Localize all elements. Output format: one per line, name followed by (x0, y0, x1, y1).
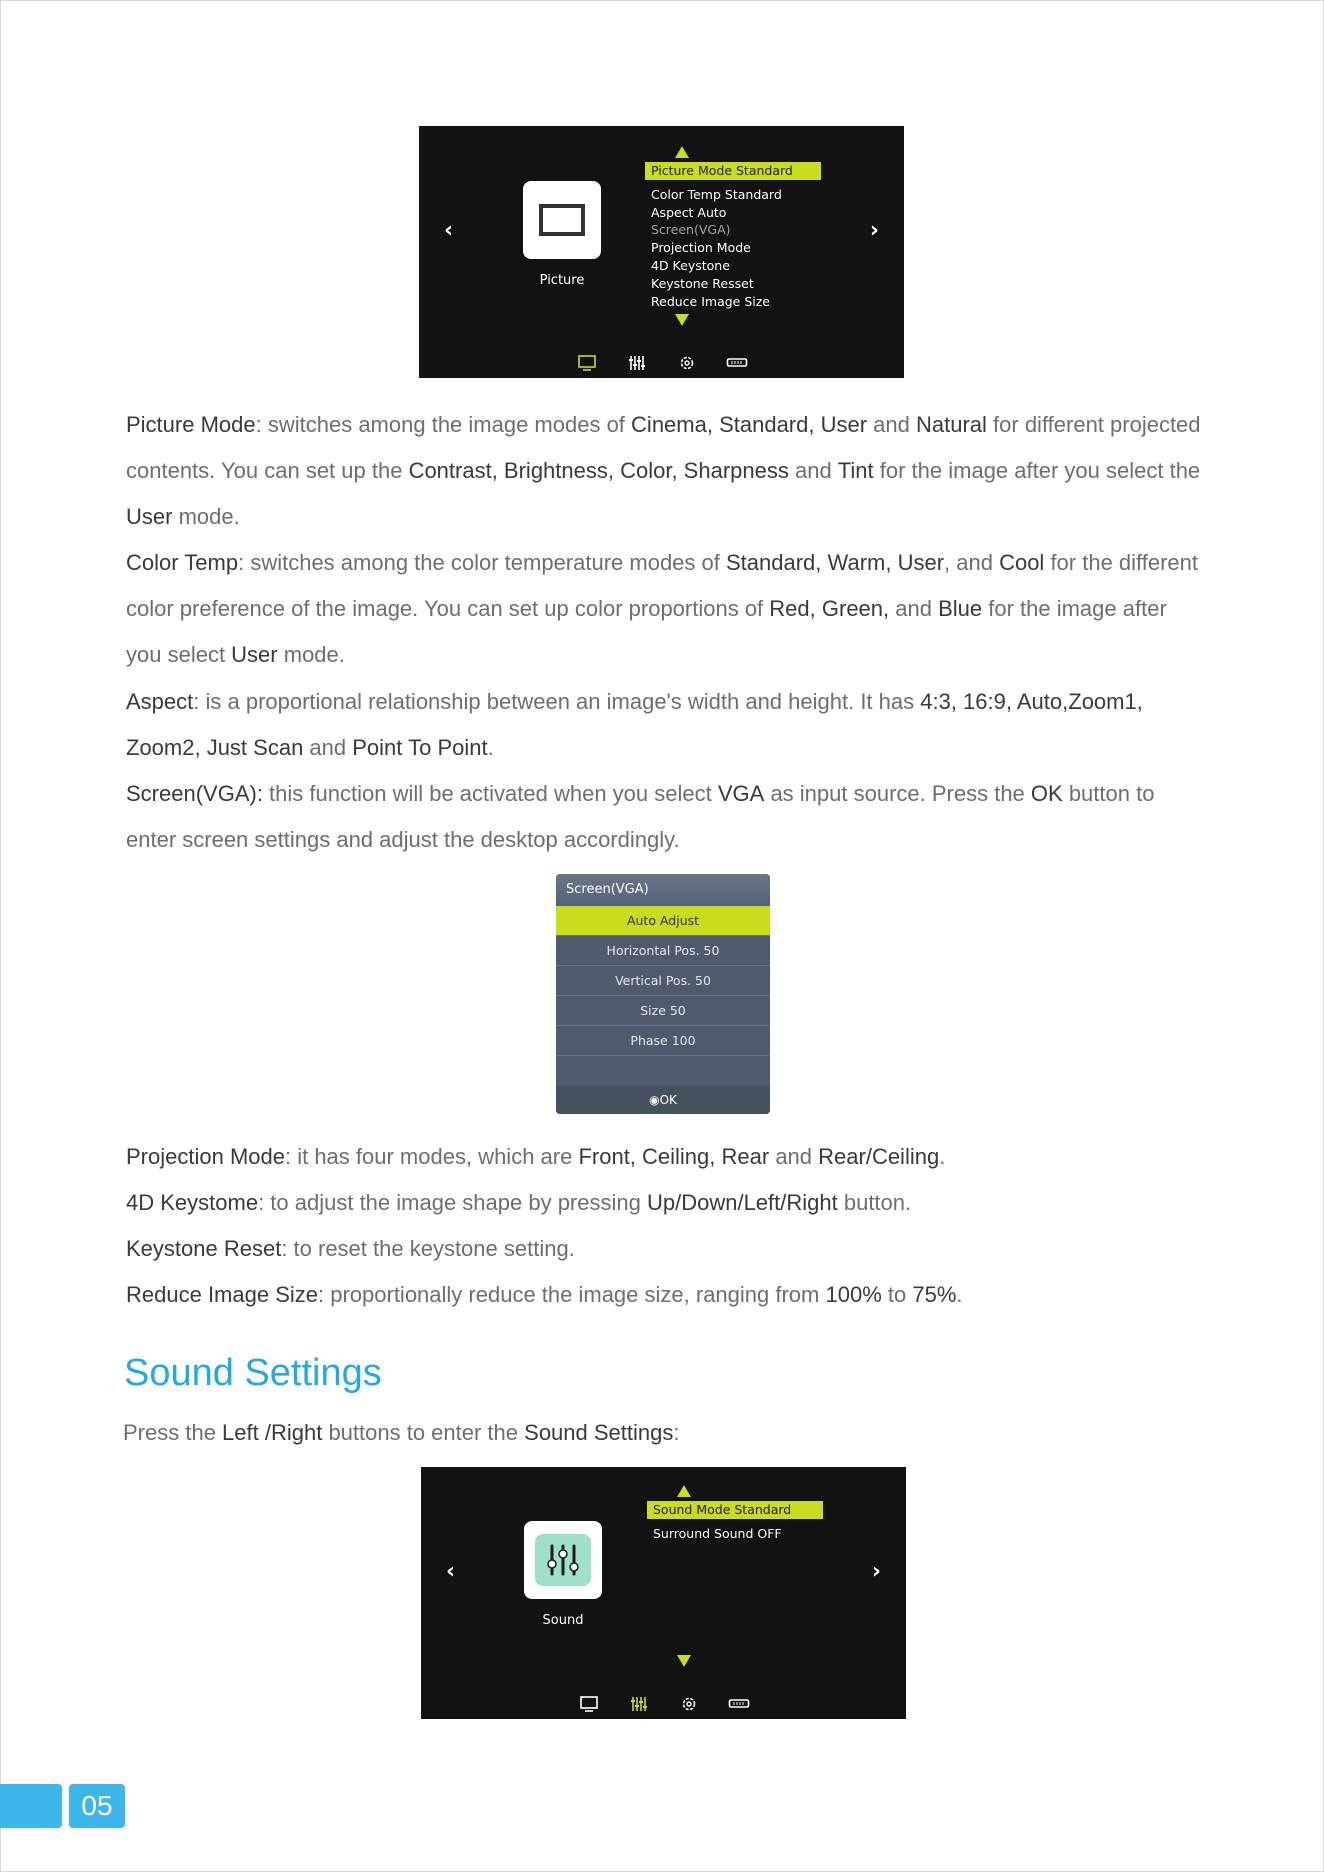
text: . (939, 1144, 946, 1169)
keyword: Standard, Warm, User (726, 550, 945, 575)
term-projection-mode: Projection Mode (126, 1144, 285, 1169)
keyword: , (808, 412, 821, 437)
keyword: Red, Green, (769, 596, 890, 621)
text: : to adjust the image shape by pressing (258, 1190, 647, 1215)
text: and (867, 412, 916, 437)
keyword: Up/Down/Left/Right (646, 1190, 838, 1215)
text: : to reset the keystone setting. (281, 1236, 575, 1261)
menu-item-keystone-reset[interactable]: Keystone Resset (651, 275, 754, 291)
menu-item-picture-mode[interactable]: Picture Mode Standard (645, 162, 821, 180)
text: and (303, 735, 353, 760)
vga-row-size[interactable]: Size 50 (556, 996, 770, 1026)
text: : switches among the image modes of (255, 412, 632, 437)
keyword: User (820, 412, 868, 437)
text: and (788, 458, 838, 483)
menu-item-color-temp[interactable]: Color Temp Standard (651, 186, 782, 202)
text: : (673, 1420, 680, 1445)
term-picture-mode: Picture Mode (126, 412, 256, 437)
paragraph-screen-vga (126, 771, 1206, 863)
sliders-icon[interactable] (625, 352, 649, 374)
paragraph-projection-mode (126, 1134, 1206, 1180)
menu-item-screen-vga[interactable]: Screen(VGA) (651, 222, 731, 238)
vga-row-phase[interactable]: Phase 100 (556, 1026, 770, 1056)
picture-menu-list (645, 162, 821, 310)
chevron-left-icon[interactable]: ‹ (446, 1559, 456, 1584)
text: buttons to enter the (322, 1420, 525, 1445)
menu-item-surround-sound[interactable]: Surround Sound OFF (653, 1525, 782, 1541)
text: this function will be activated when you select (262, 781, 718, 806)
term-color-temp: Color Temp (126, 550, 239, 575)
menu-item-projection-mode[interactable]: Projection Mode (651, 240, 751, 256)
vga-row-vertical-pos[interactable]: Vertical Pos. 50 (556, 966, 770, 996)
scroll-down-icon[interactable] (675, 314, 689, 326)
text: Press the (123, 1420, 223, 1445)
paragraph-picture-mode (126, 402, 1206, 540)
paragraph-keystone-reset (126, 1226, 1206, 1272)
vga-row-auto-adjust[interactable]: Auto Adjust (556, 906, 770, 936)
menu-item-aspect[interactable]: Aspect Auto (651, 204, 727, 220)
text: mode. (277, 642, 345, 667)
term-4d-keystone: 4D Keystome (126, 1190, 259, 1215)
text: . (487, 735, 494, 760)
osd-bottom-icons (419, 352, 904, 374)
vga-dialog-title: Screen(VGA) (556, 874, 770, 906)
keyword: Front, Ceiling, Rear (578, 1144, 770, 1169)
keyword: Cinema, Standard (631, 412, 809, 437)
text: for the image after you select (126, 596, 1167, 667)
text: for the different color preference of the image. You can set up color proportions of (126, 550, 1199, 621)
page-number: 05 (69, 1784, 125, 1828)
keyword: Tint (837, 458, 874, 483)
paragraph-4d-keystone (126, 1180, 1206, 1226)
monitor-icon[interactable] (575, 352, 599, 374)
paragraph-color-temp (126, 540, 1206, 678)
text: : is a proportional relationship between an image's width and height. It has (193, 689, 921, 714)
sound-osd-screenshot (421, 1467, 906, 1719)
gear-icon[interactable] (675, 352, 699, 374)
keyword: Rear/Ceiling (818, 1144, 940, 1169)
keyword: Sound Settings (524, 1420, 674, 1445)
input-port-icon[interactable] (725, 352, 749, 374)
screen-vga-dialog (556, 874, 770, 1114)
keyword: VGA (717, 781, 765, 806)
page-number-bar (0, 1784, 62, 1828)
keyword: Natural (916, 412, 987, 437)
keyword: OK (1030, 781, 1063, 806)
keyword: 75% (912, 1282, 957, 1307)
text: button to enter screen settings and adjust the desktop accordingly. (126, 781, 1155, 852)
keyword: Left /Right (222, 1420, 323, 1445)
vga-ok-label: OK (659, 1093, 677, 1107)
text: for the image after you select the (873, 458, 1201, 483)
scroll-up-icon[interactable] (677, 1485, 691, 1497)
term-keystone-reset: Keystone Reset (126, 1236, 282, 1261)
text: , and (944, 550, 1000, 575)
paragraph-aspect (126, 679, 1206, 771)
term-reduce-image-size: Reduce Image Size (126, 1282, 318, 1307)
keyword: Blue (938, 596, 983, 621)
gear-icon[interactable] (677, 1693, 701, 1715)
scroll-up-icon[interactable] (675, 146, 689, 158)
chevron-left-icon[interactable]: ‹ (444, 218, 454, 243)
text: : proportionally reduce the image size, ranging from (318, 1282, 826, 1307)
scroll-down-icon[interactable] (677, 1655, 691, 1667)
keyword: 4:3, 16:9, Auto,Zoom1, Zoom2, Just Scan (126, 689, 1143, 760)
paragraph-sound-intro (123, 1410, 1203, 1456)
text: and (889, 596, 939, 621)
osd-bottom-icons (421, 1693, 906, 1715)
sound-menu-list (647, 1501, 823, 1543)
text: : switches among the color temperature modes of (238, 550, 726, 575)
keyword: User (126, 504, 173, 529)
chevron-right-icon[interactable]: › (869, 218, 879, 243)
text: button. (837, 1190, 912, 1215)
sliders-icon[interactable] (627, 1693, 651, 1715)
equalizer-icon (535, 1534, 591, 1586)
picture-osd-screenshot (419, 126, 904, 378)
term-screen-vga: Screen(VGA): (126, 781, 263, 806)
keyword: User (231, 642, 278, 667)
picture-tile[interactable] (523, 181, 601, 259)
menu-item-reduce-image-size[interactable]: Reduce Image Size (651, 293, 770, 309)
keyword: Point To Point (352, 735, 488, 760)
text: . (956, 1282, 963, 1307)
chevron-right-icon[interactable]: › (871, 1559, 881, 1584)
text: mode. (172, 504, 240, 529)
ok-radio-icon: ◉ (649, 1093, 660, 1107)
vga-row-horizontal-pos[interactable]: Horizontal Pos. 50 (556, 936, 770, 966)
picture-frame-icon (538, 203, 586, 237)
text: to (881, 1282, 913, 1307)
text: : it has four modes, which are (284, 1144, 579, 1169)
keyword: Cool (999, 550, 1045, 575)
section-heading-sound-settings: Sound Settings (124, 1352, 382, 1394)
sound-tile[interactable] (524, 1521, 602, 1599)
paragraph-reduce-image-size (126, 1272, 1206, 1318)
keyword: 100% (825, 1282, 882, 1307)
menu-item-4d-keystone[interactable]: 4D Keystone (651, 257, 730, 273)
monitor-icon[interactable] (577, 1693, 601, 1715)
input-port-icon[interactable] (727, 1693, 751, 1715)
text: as input source. Press the (764, 781, 1031, 806)
picture-tile-label: Picture (539, 273, 585, 288)
term-aspect: Aspect (126, 689, 194, 714)
menu-item-sound-mode[interactable]: Sound Mode Standard (647, 1501, 823, 1519)
sound-tile-label: Sound (542, 1613, 584, 1628)
text: for different projected contents. You can set up the (126, 412, 1201, 483)
text: and (769, 1144, 819, 1169)
vga-ok-button[interactable] (556, 1086, 770, 1114)
keyword: Contrast, Brightness, Color, Sharpness (408, 458, 789, 483)
